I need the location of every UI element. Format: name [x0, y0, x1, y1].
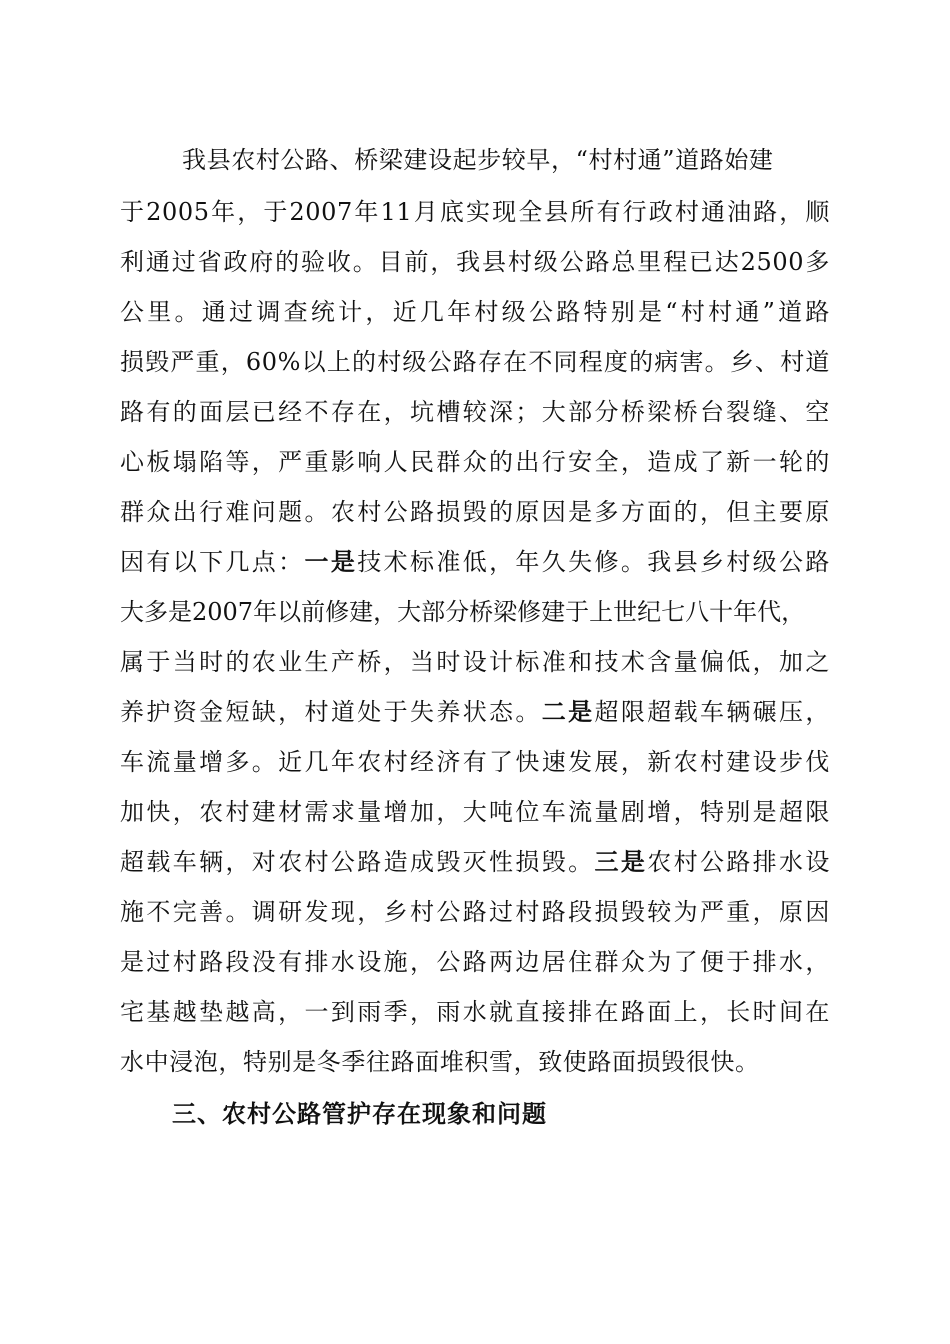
paragraph-line-5: 损毁严重，60%以上的村级公路存在不同程度的病害。乡、村道: [120, 348, 830, 376]
paragraph-line-14: 加快，农村建材需求量增加，大吨位车流量剧增，特别是超限: [120, 798, 830, 826]
paragraph-line-17: 是过村路段没有排水设施，公路两边居住群众为了便于排水，: [120, 948, 830, 976]
section-heading: 三、农村公路管护存在现象和问题: [172, 1099, 547, 1128]
paragraph-text: 超载车辆，对农村公路造成毁灭性损毁。: [120, 848, 595, 876]
paragraph-line-13: 车流量增多。近几年农村经济有了快速发展，新农村建设步伐: [120, 748, 830, 776]
paragraph-text: 农村公路排水设: [647, 848, 830, 876]
paragraph-line-18: 宅基越垫越高，一到雨季，雨水就直接排在路面上，长时间在: [120, 998, 830, 1026]
paragraph-line-10: 大多是2007年以前修建，大部分桥梁修建于上世纪七八十年代，: [120, 598, 806, 626]
paragraph-line-2: 于2005年，于2007年11月底实现全县所有行政村通油路，顺: [120, 198, 830, 226]
paragraph-line-11: 属于当时的农业生产桥，当时设计标准和技术含量偏低，加之: [120, 648, 830, 676]
paragraph-line-9: [120, 545, 830, 579]
paragraph-line-16: 施不完善。调研发现，乡村公路过村路段损毁较为严重，原因: [120, 898, 830, 926]
paragraph-line-15: [120, 845, 830, 879]
paragraph-text: 因有以下几点：: [120, 548, 305, 576]
paragraph-text: 养护资金短缺，村道处于失养状态。: [120, 698, 542, 726]
paragraph-line-4: 公里。通过调查统计，近几年村级公路特别是“村村通”道路: [120, 298, 830, 326]
paragraph-line-1: 我县农村公路、桥梁建设起步较早，“村村通”道路始建: [182, 146, 774, 174]
paragraph-line-19: 水中浸泡，特别是冬季往路面堆积雪，致使路面损毁很快。: [120, 1048, 760, 1076]
paragraph-line-7: 心板塌陷等，严重影响人民群众的出行安全，造成了新一轮的: [120, 448, 830, 476]
paragraph-line-8: 群众出行难问题。农村公路损毁的原因是多方面的，但主要原: [120, 498, 830, 526]
bold-marker-2: 二是: [541, 697, 595, 726]
paragraph-text: 超限超载车辆碾压，: [594, 698, 831, 726]
paragraph-line-3: 利通过省政府的验收。目前，我县村级公路总里程已达2500多: [120, 248, 830, 276]
paragraph-line-12: [120, 695, 830, 729]
bold-marker-1: 一是: [304, 547, 358, 576]
bold-marker-3: 三是: [594, 847, 648, 876]
paragraph-line-6: 路有的面层已经不存在，坑槽较深；大部分桥梁桥台裂缝、空: [120, 398, 830, 426]
paragraph-text: 技术标准低，年久失修。我县乡村级公路: [357, 548, 830, 576]
